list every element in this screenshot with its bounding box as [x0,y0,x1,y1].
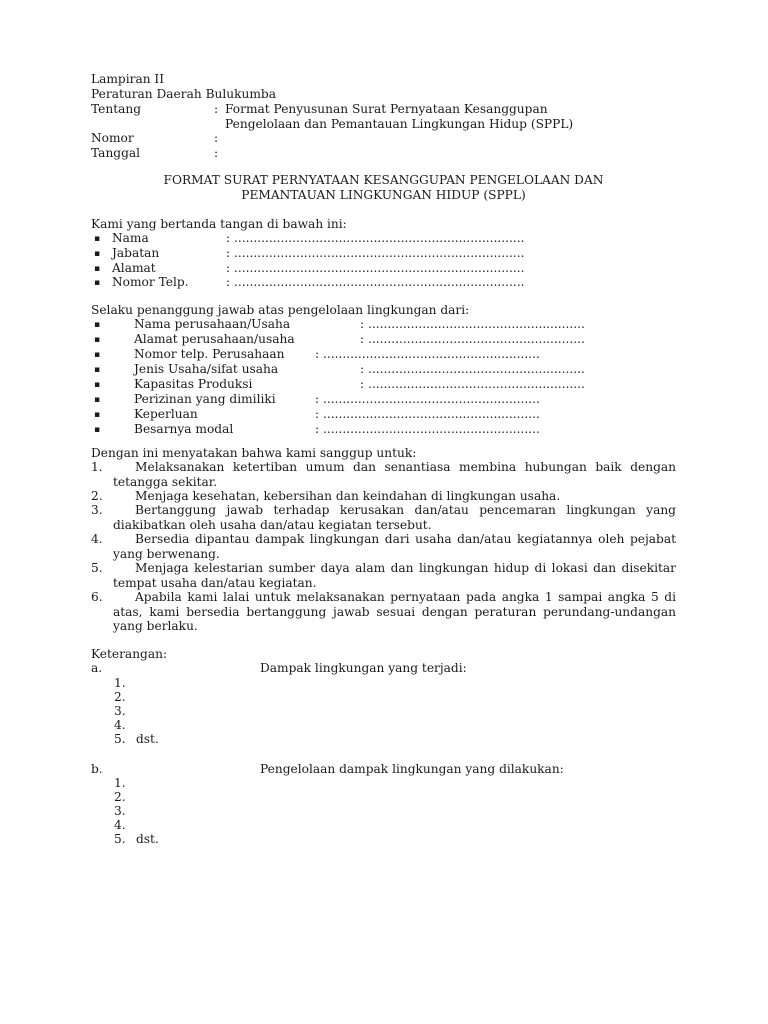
notes-list-item: 3. [114,804,126,818]
statement-item-text: Bersedia dipantau dampak lingkungan dari usaha dan/atau kegiatannya oleh pejabat yang berwenang. [113,532,676,561]
company-field-label: Nomor telp. Perusahaan [134,347,285,361]
company-field-label: Alamat perusahaan/usaha [134,332,295,346]
notes-label: Keterangan: [91,647,168,661]
tentang-line-1: Format Penyusunan Surat Pernyataan Kesanggupan [225,102,548,116]
notes-list-item-dst: dst. [136,732,159,746]
signer-field-value: : ........................................................................... [226,231,525,245]
bullet-icon: ▪ [94,410,101,420]
document-title-line-1: FORMAT SURAT PERNYATAAN KESANGGUPAN PENGELOLAAN DAN [163,173,604,187]
statement-item-text: Bertanggung jawab terhadap kerusakan dan/atau pencemaran lingkungan yang diakibatkan oleh usaha dan/atau kegiatan tersebut. [113,503,676,532]
bullet-icon: ▪ [94,249,101,259]
notes-section-heading: Pengelolaan dampak lingkungan yang dilakukan: [260,762,564,776]
notes-list-item: 2. [114,790,126,804]
company-field-value: : ........................................................ [315,347,540,361]
statement-item-number: 3. [91,503,103,517]
company-field-value: : ........................................................ [315,392,540,406]
statement-item-text: Menjaga kesehatan, kebersihan dan keindahan di lingkungan usaha. [135,489,561,503]
statement-item-number: 6. [91,590,103,604]
company-field-label: Keperluan [134,407,198,421]
company-field-value: : ........................................................ [360,317,585,331]
tanggal-colon: : [214,146,219,160]
notes-list-item: 5. [114,832,126,846]
bullet-icon: ▪ [94,320,101,330]
bullet-icon: ▪ [94,395,101,405]
statement-item-number: 2. [91,489,103,503]
company-field-label: Besarnya modal [134,422,234,436]
company-field-value: : ........................................................ [360,377,585,391]
bullet-icon: ▪ [94,350,101,360]
notes-list-item: 3. [114,704,126,718]
notes-section-letter: b. [91,762,103,776]
company-field-label: Nama perusahaan/Usaha [134,317,291,331]
tentang-colon: : [214,102,219,116]
statement-item-text: Menjaga kelestarian sumber daya alam dan lingkungan hidup di lokasi dan disekitar tempat usaha dan/atau kegiatan. [113,561,676,590]
notes-list-item: 1. [114,776,126,790]
notes-list-item: 2. [114,690,126,704]
lampiran-label: Lampiran II [91,72,165,86]
bullet-icon: ▪ [94,234,101,244]
bullet-icon: ▪ [94,335,101,345]
signer-field-label: Jabatan [112,246,160,260]
signer-field-value: : ........................................................................... [226,261,525,275]
nomor-label: Nomor [91,131,134,145]
statement-item-number: 5. [91,561,103,575]
company-field-label: Jenis Usaha/sifat usaha [134,362,279,376]
statement-item-text: Melaksanakan ketertiban umum dan senantiasa membina hubungan baik dengan tetangga sekitar. [113,460,676,489]
nomor-colon: : [214,131,219,145]
statement-intro: Dengan ini menyatakan bahwa kami sanggup untuk: [91,446,417,460]
company-field-value: : ........................................................ [315,422,540,436]
tentang-label: Tentang [91,102,142,116]
notes-list-item: 4. [114,718,126,732]
company-field-value: : ........................................................ [315,407,540,421]
perda-label: Peraturan Daerah Bulukumba [91,87,276,101]
notes-list-item: 1. [114,676,126,690]
signer-field-label: Alamat [112,261,156,275]
bullet-icon: ▪ [94,425,101,435]
statement-item-number: 1. [91,460,103,474]
notes-section-heading: Dampak lingkungan yang terjadi: [260,661,467,675]
signer-field-value: : ........................................................................... [226,275,525,289]
company-field-label: Perizinan yang dimiliki [134,392,276,406]
tanggal-label: Tanggal [91,146,141,160]
signer-intro: Kami yang bertanda tangan di bawah ini: [91,217,347,231]
notes-section-letter: a. [91,661,103,675]
document-title-line-2: PEMANTAUAN LINGKUNGAN HIDUP (SPPL) [241,188,526,202]
bullet-icon: ▪ [94,365,101,375]
signer-field-value: : ........................................................................... [226,246,525,260]
signer-field-label: Nama [112,231,149,245]
notes-list-item-dst: dst. [136,832,159,846]
bullet-icon: ▪ [94,278,101,288]
company-field-value: : ........................................................ [360,332,585,346]
statement-item-number: 4. [91,532,103,546]
notes-list-item: 4. [114,818,126,832]
company-intro: Selaku penanggung jawab atas pengelolaan lingkungan dari: [91,303,470,317]
bullet-icon: ▪ [94,380,101,390]
company-field-label: Kapasitas Produksi [134,377,253,391]
signer-field-label: Nomor Telp. [112,275,189,289]
tentang-line-2: Pengelolaan dan Pemantauan Lingkungan Hidup (SPPL) [225,117,574,131]
company-field-value: : ........................................................ [360,362,585,376]
statement-item-text: Apabila kami lalai untuk melaksanakan pernyataan pada angka 1 sampai angka 5 di atas, kami bersedia bertanggung jawab sesuai dengan peraturan perundang-undangan yang berlaku. [113,590,676,634]
bullet-icon: ▪ [94,264,101,274]
notes-list-item: 5. [114,732,126,746]
